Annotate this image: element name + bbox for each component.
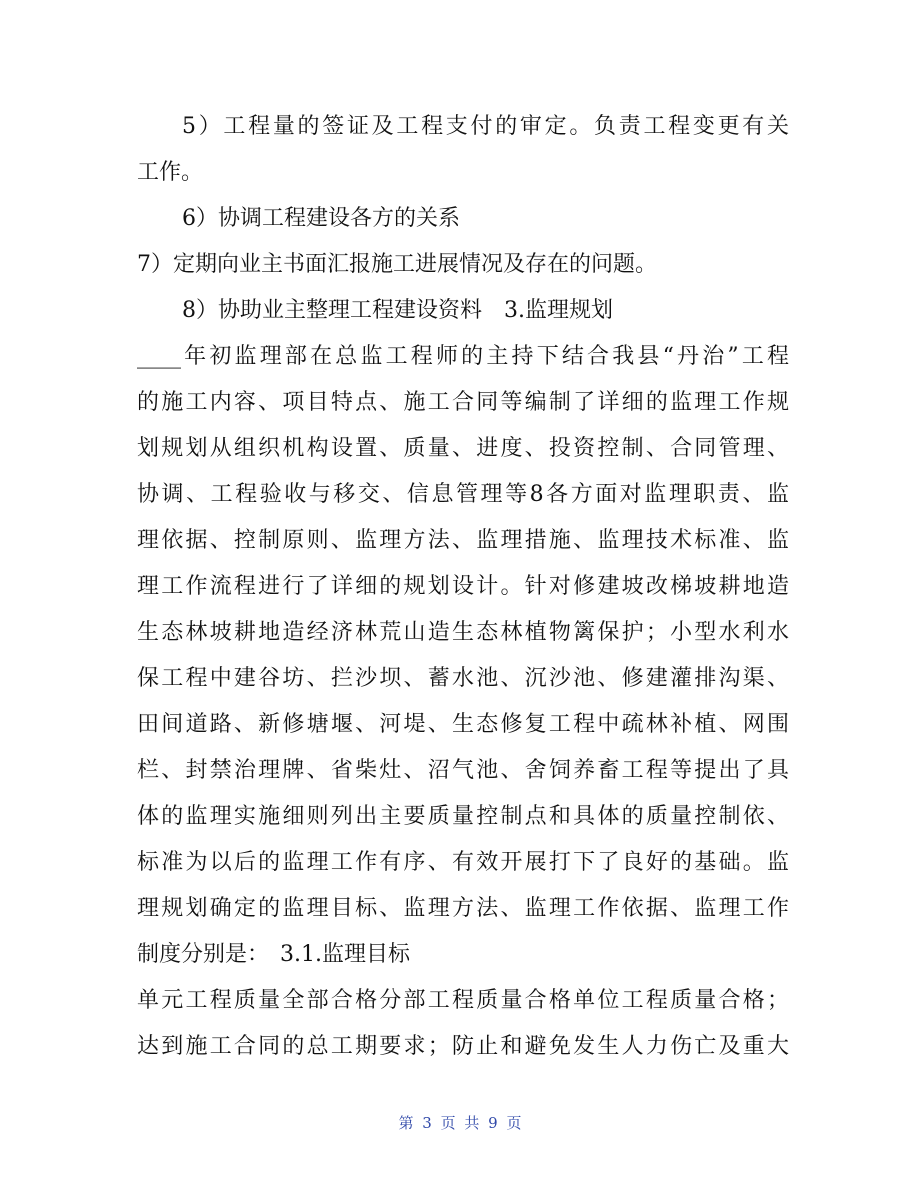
paragraph-line: 5）工程量的签证及工程支付的审定。负责工程变更有关 (182, 114, 789, 139)
paragraph-line: ____年初监理部在总监工程师的主持下结合我县“丹治”工程 (137, 344, 789, 369)
paragraph-line: 保工程中建谷坊、拦沙坝、蓄水池、沉沙池、修建灌排沟渠、 (137, 666, 789, 691)
document-body (137, 104, 789, 1070)
page-number: 第 3 页 共 9 页 (398, 1114, 522, 1132)
paragraph-line: 生态林坡耕地造经济林荒山造生态林植物篱保护；小型水利水 (137, 620, 789, 645)
paragraph-line: 达到施工合同的总工期要求；防止和避免发生人力伤亡及重大 (137, 1034, 789, 1059)
paragraph-line: 协调、工程验收与移交、信息管理等8各方面对监理职责、监 (137, 482, 789, 507)
paragraph-line: 划规划从组织机构设置、质量、进度、投资控制、合同管理、 (137, 436, 789, 461)
paragraph-line: 理依据、控制原则、监理方法、监理措施、监理技术标准、监 (137, 528, 789, 553)
paragraph-line: 7）定期向业主书面汇报施工进展情况及存在的问题。 (137, 252, 657, 277)
paragraph-line: 田间道路、新修塘堰、河堤、生态修复工程中疏林补植、网围 (137, 712, 789, 737)
paragraph-line: 体的监理实施细则列出主要质量控制点和具体的质量控制依、 (137, 804, 789, 829)
paragraph-line: 单元工程质量全部合格分部工程质量合格单位工程质量合格； (137, 988, 789, 1013)
paragraph-line: 标准为以后的监理工作有序、有效开展打下了良好的基础。监 (137, 850, 789, 875)
paragraph-line: 理工作流程进行了详细的规划设计。针对修建坡改梯坡耕地造 (137, 574, 789, 599)
paragraph-line: 的施工内容、项目特点、施工合同等编制了详细的监理工作规 (137, 390, 789, 415)
paragraph-line: 工作。 (137, 160, 204, 185)
paragraph-line: 6）协调工程建设各方的关系 (182, 206, 460, 231)
paragraph-line: 栏、封禁治理牌、省柴灶、沼气池、舍饲养畜工程等提出了具 (137, 758, 789, 783)
paragraph-line: 8）协助业主整理工程建设资料 3.监理规划 (182, 298, 613, 323)
paragraph-line: 理规划确定的监理目标、监理方法、监理工作依据、监理工作 (137, 896, 789, 921)
paragraph-line: 制度分别是： 3.1.监理目标 (137, 942, 410, 967)
